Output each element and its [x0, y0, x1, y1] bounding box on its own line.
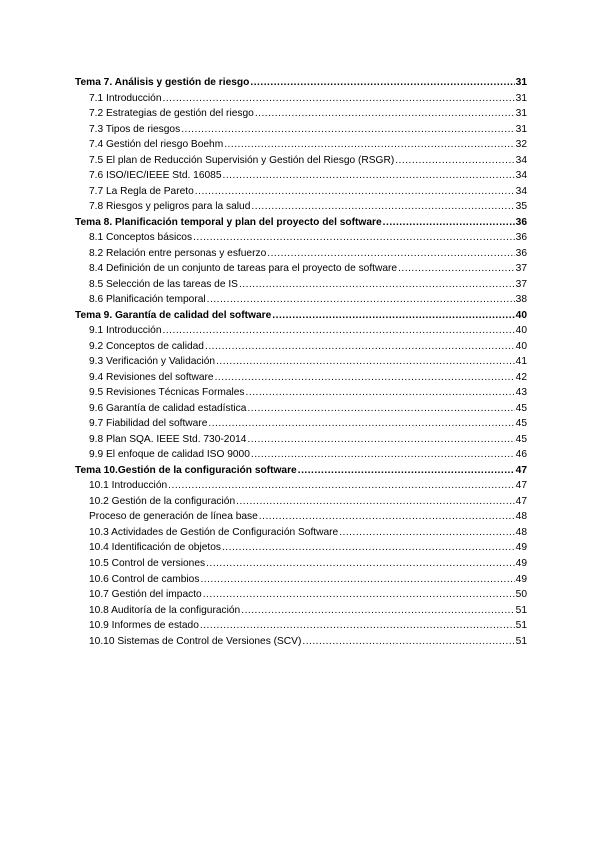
toc-section-entry[interactable]: [75, 184, 527, 200]
toc-entry-title: 8.4 Definición de un conjunto de tareas para el proyecto de software: [89, 263, 398, 275]
toc-entry-page-number: 40: [515, 325, 527, 337]
toc-dot-leader: [267, 246, 514, 262]
toc-section-entry[interactable]: [75, 323, 527, 339]
toc-entry-title: Tema 8. Planificación temporal y plan del proyecto del software: [75, 216, 382, 228]
toc-section-entry[interactable]: [75, 91, 527, 107]
toc-entry-title: 10.10 Sistemas de Control de Versiones (SCV): [89, 635, 302, 647]
toc-entry-title: 8.5 Selección de las tareas de IS: [89, 278, 238, 290]
toc-entry-title: 7.6 ISO/IEC/IEEE Std. 16085: [89, 170, 222, 182]
toc-entry-page-number: 38: [515, 294, 527, 306]
toc-entry-title: 7.1 Introducción: [89, 92, 162, 104]
toc-entry-title: 10.9 Informes de estado: [89, 620, 199, 632]
toc-entry-page-number: 46: [515, 449, 527, 461]
toc-dot-leader: [181, 122, 514, 138]
toc-dot-leader: [216, 354, 515, 370]
toc-entry-title: 9.3 Verificación y Validación: [89, 356, 216, 368]
toc-dot-leader: [298, 463, 515, 479]
toc-section-entry[interactable]: [75, 339, 527, 355]
toc-entry-title: 7.2 Estrategias de gestión del riesgo: [89, 108, 254, 120]
toc-section-entry[interactable]: [75, 246, 527, 262]
toc-chapter-entry[interactable]: [75, 75, 527, 91]
toc-entry-title: 9.6 Garantía de calidad estadística: [89, 402, 247, 414]
toc-entry-page-number: 45: [515, 433, 527, 445]
toc-entry-page-number: 51: [515, 635, 527, 647]
toc-entry-page-number: 48: [515, 526, 527, 538]
toc-section-entry[interactable]: [75, 277, 527, 293]
toc-entry-title: 7.8 Riesgos y peligros para la salud: [89, 201, 251, 213]
toc-entry-page-number: 47: [515, 495, 527, 507]
toc-entry-page-number: 43: [515, 387, 527, 399]
toc-dot-leader: [224, 137, 514, 153]
toc-section-entry[interactable]: [75, 478, 527, 494]
toc-dot-leader: [251, 199, 514, 215]
toc-entry-title: 10.4 Identificación de objetos: [89, 542, 221, 554]
toc-dot-leader: [246, 385, 515, 401]
toc-entry-title: 10.2 Gestión de la configuración: [89, 495, 236, 507]
toc-section-entry[interactable]: [75, 556, 527, 572]
toc-entry-title: 9.4 Revisiones del software: [89, 371, 214, 383]
toc-dot-leader: [272, 308, 514, 324]
toc-entry-page-number: 45: [515, 402, 527, 414]
toc-dot-leader: [168, 478, 514, 494]
toc-entry-page-number: 50: [515, 589, 527, 601]
toc-section-entry[interactable]: [75, 122, 527, 138]
toc-dot-leader: [339, 525, 514, 541]
toc-entry-title: 8.6 Planificación temporal: [89, 294, 206, 306]
toc-chapter-entry[interactable]: [75, 463, 527, 479]
toc-entry-page-number: 49: [515, 557, 527, 569]
toc-entry-page-number: 49: [515, 573, 527, 585]
toc-entry-page-number: 31: [515, 108, 527, 120]
toc-entry-title: 9.2 Conceptos de calidad: [89, 340, 204, 352]
toc-entry-page-number: 49: [515, 542, 527, 554]
toc-dot-leader: [398, 261, 515, 277]
toc-section-entry[interactable]: [75, 168, 527, 184]
toc-section-entry[interactable]: [75, 525, 527, 541]
toc-dot-leader: [207, 292, 515, 308]
toc-entry-page-number: 42: [515, 371, 527, 383]
table-of-contents: [75, 75, 527, 649]
toc-entry-page-number: 41: [515, 356, 527, 368]
toc-section-entry[interactable]: [75, 540, 527, 556]
toc-section-entry[interactable]: [75, 572, 527, 588]
toc-dot-leader: [247, 401, 514, 417]
toc-entry-page-number: 36: [515, 232, 527, 244]
toc-entry-title: 7.3 Tipos de riesgos: [89, 123, 181, 135]
toc-dot-leader: [222, 540, 515, 556]
toc-dot-leader: [200, 572, 514, 588]
toc-entry-title: 9.8 Plan SQA. IEEE Std. 730-2014: [89, 433, 247, 445]
toc-entry-title: 9.5 Revisiones Técnicas Formales: [89, 387, 245, 399]
toc-section-entry[interactable]: [75, 153, 527, 169]
toc-section-entry[interactable]: [75, 587, 527, 603]
toc-entry-page-number: 36: [515, 247, 527, 259]
toc-entry-page-number: 36: [515, 216, 527, 228]
toc-dot-leader: [200, 618, 515, 634]
toc-entry-title: Tema 10.Gestión de la configuración software: [75, 464, 297, 476]
toc-entry-page-number: 47: [515, 464, 527, 476]
toc-entry-page-number: 37: [515, 263, 527, 275]
toc-entry-page-number: 34: [515, 185, 527, 197]
toc-entry-page-number: 31: [515, 92, 527, 104]
toc-dot-leader: [241, 603, 514, 619]
toc-entry-title: 10.3 Actividades de Gestión de Configuración Software: [89, 526, 339, 538]
toc-dot-leader: [247, 432, 514, 448]
toc-entry-page-number: 51: [515, 620, 527, 632]
toc-entry-page-number: 40: [515, 340, 527, 352]
toc-entry-title: 10.5 Control de versiones: [89, 557, 206, 569]
toc-entry-title: 9.9 El enfoque de calidad ISO 9000: [89, 449, 250, 461]
toc-dot-leader: [195, 184, 515, 200]
toc-entry-title: 7.4 Gestión del riesgo Boehm: [89, 139, 224, 151]
toc-dot-leader: [223, 168, 515, 184]
toc-dot-leader: [255, 106, 515, 122]
toc-entry-page-number: 32: [515, 139, 527, 151]
toc-section-entry[interactable]: [75, 230, 527, 246]
toc-section-entry[interactable]: [75, 354, 527, 370]
toc-entry-title: Proceso de generación de línea base: [89, 511, 258, 523]
toc-entry-title: 10.6 Control de cambios: [89, 573, 200, 585]
toc-entry-title: 10.7 Gestión del impacto: [89, 589, 202, 601]
toc-section-entry[interactable]: [75, 603, 527, 619]
toc-section-entry[interactable]: [75, 447, 527, 463]
toc-chapter-entry[interactable]: [75, 215, 527, 231]
toc-entry-page-number: 40: [515, 309, 527, 321]
toc-section-entry[interactable]: [75, 106, 527, 122]
toc-dot-leader: [208, 416, 514, 432]
toc-section-entry[interactable]: [75, 137, 527, 153]
toc-entry-page-number: 35: [515, 201, 527, 213]
toc-section-entry[interactable]: [75, 370, 527, 386]
toc-chapter-entry[interactable]: [75, 308, 527, 324]
toc-dot-leader: [205, 339, 515, 355]
toc-entry-title: Tema 9. Garantía de calidad del software: [75, 309, 272, 321]
toc-section-entry[interactable]: [75, 509, 527, 525]
toc-entry-page-number: 34: [515, 154, 527, 166]
toc-dot-leader: [206, 556, 515, 572]
toc-dot-leader: [163, 91, 515, 107]
toc-section-entry[interactable]: [75, 432, 527, 448]
toc-section-entry[interactable]: [75, 401, 527, 417]
toc-dot-leader: [215, 370, 515, 386]
toc-dot-leader: [236, 494, 515, 510]
toc-entry-title: 9.7 Fiabilidad del software: [89, 418, 208, 430]
toc-entry-page-number: 37: [515, 278, 527, 290]
toc-dot-leader: [203, 587, 515, 603]
toc-entry-page-number: 31: [515, 77, 527, 88]
toc-section-entry[interactable]: [75, 494, 527, 510]
toc-entry-title: 7.5 El plan de Reducción Supervisión y Gestión del Riesgo (RSGR): [89, 154, 395, 166]
toc-dot-leader: [163, 323, 515, 339]
toc-section-entry[interactable]: [75, 416, 527, 432]
toc-dot-leader: [259, 509, 515, 525]
toc-section-entry[interactable]: [75, 618, 527, 634]
toc-entry-page-number: 48: [515, 511, 527, 523]
toc-section-entry[interactable]: [75, 199, 527, 215]
toc-dot-leader: [383, 215, 515, 231]
toc-entry-title: 8.1 Conceptos básicos: [89, 232, 193, 244]
toc-entry-title: Tema 7. Análisis y gestión de riesgo: [75, 77, 250, 88]
toc-entry-page-number: 47: [515, 480, 527, 492]
toc-section-entry[interactable]: [75, 634, 527, 650]
toc-entry-title: 8.2 Relación entre personas y esfuerzo: [89, 247, 267, 259]
toc-dot-leader: [395, 153, 514, 169]
toc-dot-leader: [302, 634, 514, 650]
toc-section-entry[interactable]: [75, 385, 527, 401]
toc-entry-title: 10.1 Introducción: [89, 480, 168, 492]
toc-entry-page-number: 51: [515, 604, 527, 616]
toc-entry-page-number: 31: [515, 123, 527, 135]
toc-entry-title: 10.8 Auditoría de la configuración: [89, 604, 241, 616]
toc-dot-leader: [193, 230, 515, 246]
toc-dot-leader: [239, 277, 515, 293]
toc-dot-leader: [250, 75, 514, 91]
toc-section-entry[interactable]: [75, 292, 527, 308]
toc-section-entry[interactable]: [75, 261, 527, 277]
toc-entry-page-number: 34: [515, 170, 527, 182]
toc-entry-page-number: 45: [515, 418, 527, 430]
toc-dot-leader: [251, 447, 515, 463]
toc-entry-title: 9.1 Introducción: [89, 325, 162, 337]
toc-entry-title: 7.7 La Regla de Pareto: [89, 185, 194, 197]
